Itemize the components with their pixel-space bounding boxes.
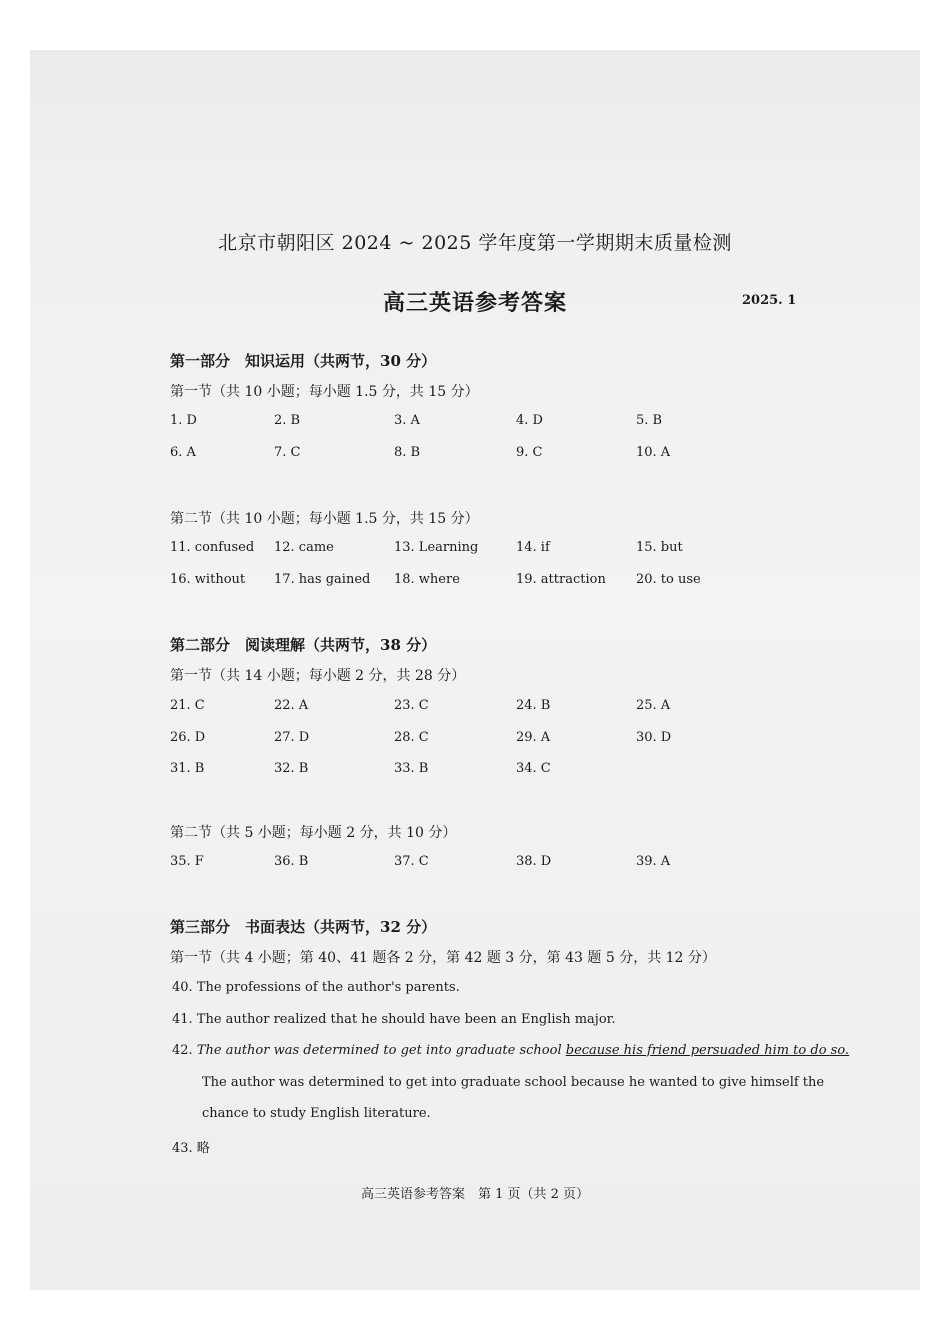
page-title: 高三英语参考答案: [382, 290, 567, 316]
answer-item: 35. F: [170, 854, 204, 869]
school-header: 北京市朝阳区 2024 ~ 2025 学年度第一学期期末质量检测: [218, 232, 732, 254]
answer-item: 5. B: [636, 413, 663, 428]
answer-item: 27. D: [274, 730, 310, 745]
part2-heading: 第二部分 阅读理解（共两节，38 分）: [170, 636, 437, 654]
part1-section2-heading: 第二节（共 10 小题；每小题 1.5 分，共 15 分）: [170, 511, 479, 527]
part1-section1-heading: 第一节（共 10 小题；每小题 1.5 分，共 15 分）: [170, 384, 479, 400]
answer-item: 9. C: [516, 445, 543, 460]
answer-40: 40. The professions of the author's parents.: [172, 980, 460, 995]
answer-42-sample-part2: because his friend persuaded him to do so.: [565, 1043, 850, 1058]
answer-41: 41. The author realized that he should have been an English major.: [172, 1012, 616, 1027]
answer-item: 7. C: [274, 445, 301, 460]
answer-item: 6. A: [170, 445, 196, 460]
answer-item: 13. Learning: [394, 540, 479, 555]
answer-item: 26. D: [170, 730, 206, 745]
answer-item: 12. came: [274, 540, 334, 555]
answer-item: 18. where: [394, 572, 460, 587]
answer-item: 29. A: [516, 730, 551, 745]
answer-item: 3. A: [394, 413, 420, 428]
answer-item: 20. to use: [636, 572, 701, 587]
answer-42-number: 42.: [172, 1043, 193, 1058]
answer-item: 33. B: [394, 761, 429, 776]
answer-item: 32. B: [274, 761, 309, 776]
part2-section1-heading: 第一节（共 14 小题；每小题 2 分，共 28 分）: [170, 668, 466, 684]
part3-heading: 第三部分 书面表达（共两节，32 分）: [170, 918, 437, 936]
answer-item: 16. without: [170, 572, 246, 587]
answer-item: 1. D: [170, 413, 197, 428]
answer-42-line1: [172, 1043, 849, 1058]
part1-heading: 第一部分 知识运用（共两节，30 分）: [170, 352, 437, 370]
answer-item: 36. B: [274, 854, 309, 869]
answer-item: 15. but: [636, 540, 683, 555]
answer-42-sample-part1: The author was determined to get into graduate school: [196, 1043, 562, 1058]
answer-item: 28. C: [394, 730, 429, 745]
answer-item: 17. has gained: [274, 572, 371, 587]
answer-item: 2. B: [274, 413, 301, 428]
answer-item: 25. A: [636, 698, 671, 713]
part3-section1-heading: 第一节（共 4 小题；第 40、41 题各 2 分，第 42 题 3 分，第 43 题 5 分，共 12 分）: [170, 950, 716, 966]
answer-item: 23. C: [394, 698, 429, 713]
answer-item: 8. B: [394, 445, 421, 460]
answer-item: 14. if: [516, 540, 550, 555]
answer-42-line3: chance to study English literature.: [202, 1106, 431, 1121]
answer-item: 39. A: [636, 854, 671, 869]
page-footer: 高三英语参考答案 第 1 页（共 2 页）: [360, 1187, 590, 1202]
answer-item: 10. A: [636, 445, 671, 460]
answer-42-line2: The author was determined to get into graduate school because he wanted to give himself the: [202, 1075, 825, 1090]
answer-item: 30. D: [636, 730, 672, 745]
answer-item: 24. B: [516, 698, 551, 713]
part2-section2-heading: 第二节（共 5 小题；每小题 2 分，共 10 分）: [170, 825, 457, 841]
answer-item: 22. A: [274, 698, 309, 713]
answer-item: 4. D: [516, 413, 543, 428]
answer-item: 21. C: [170, 698, 205, 713]
answer-item: 37. C: [394, 854, 429, 869]
answer-item: 19. attraction: [516, 572, 606, 587]
answer-item: 11. confused: [170, 540, 255, 555]
answer-item: 31. B: [170, 761, 205, 776]
answer-43: 43. 略: [172, 1141, 210, 1156]
answer-item: 38. D: [516, 854, 552, 869]
answer-item: 34. C: [516, 761, 551, 776]
exam-date: 2025. 1: [742, 293, 797, 308]
